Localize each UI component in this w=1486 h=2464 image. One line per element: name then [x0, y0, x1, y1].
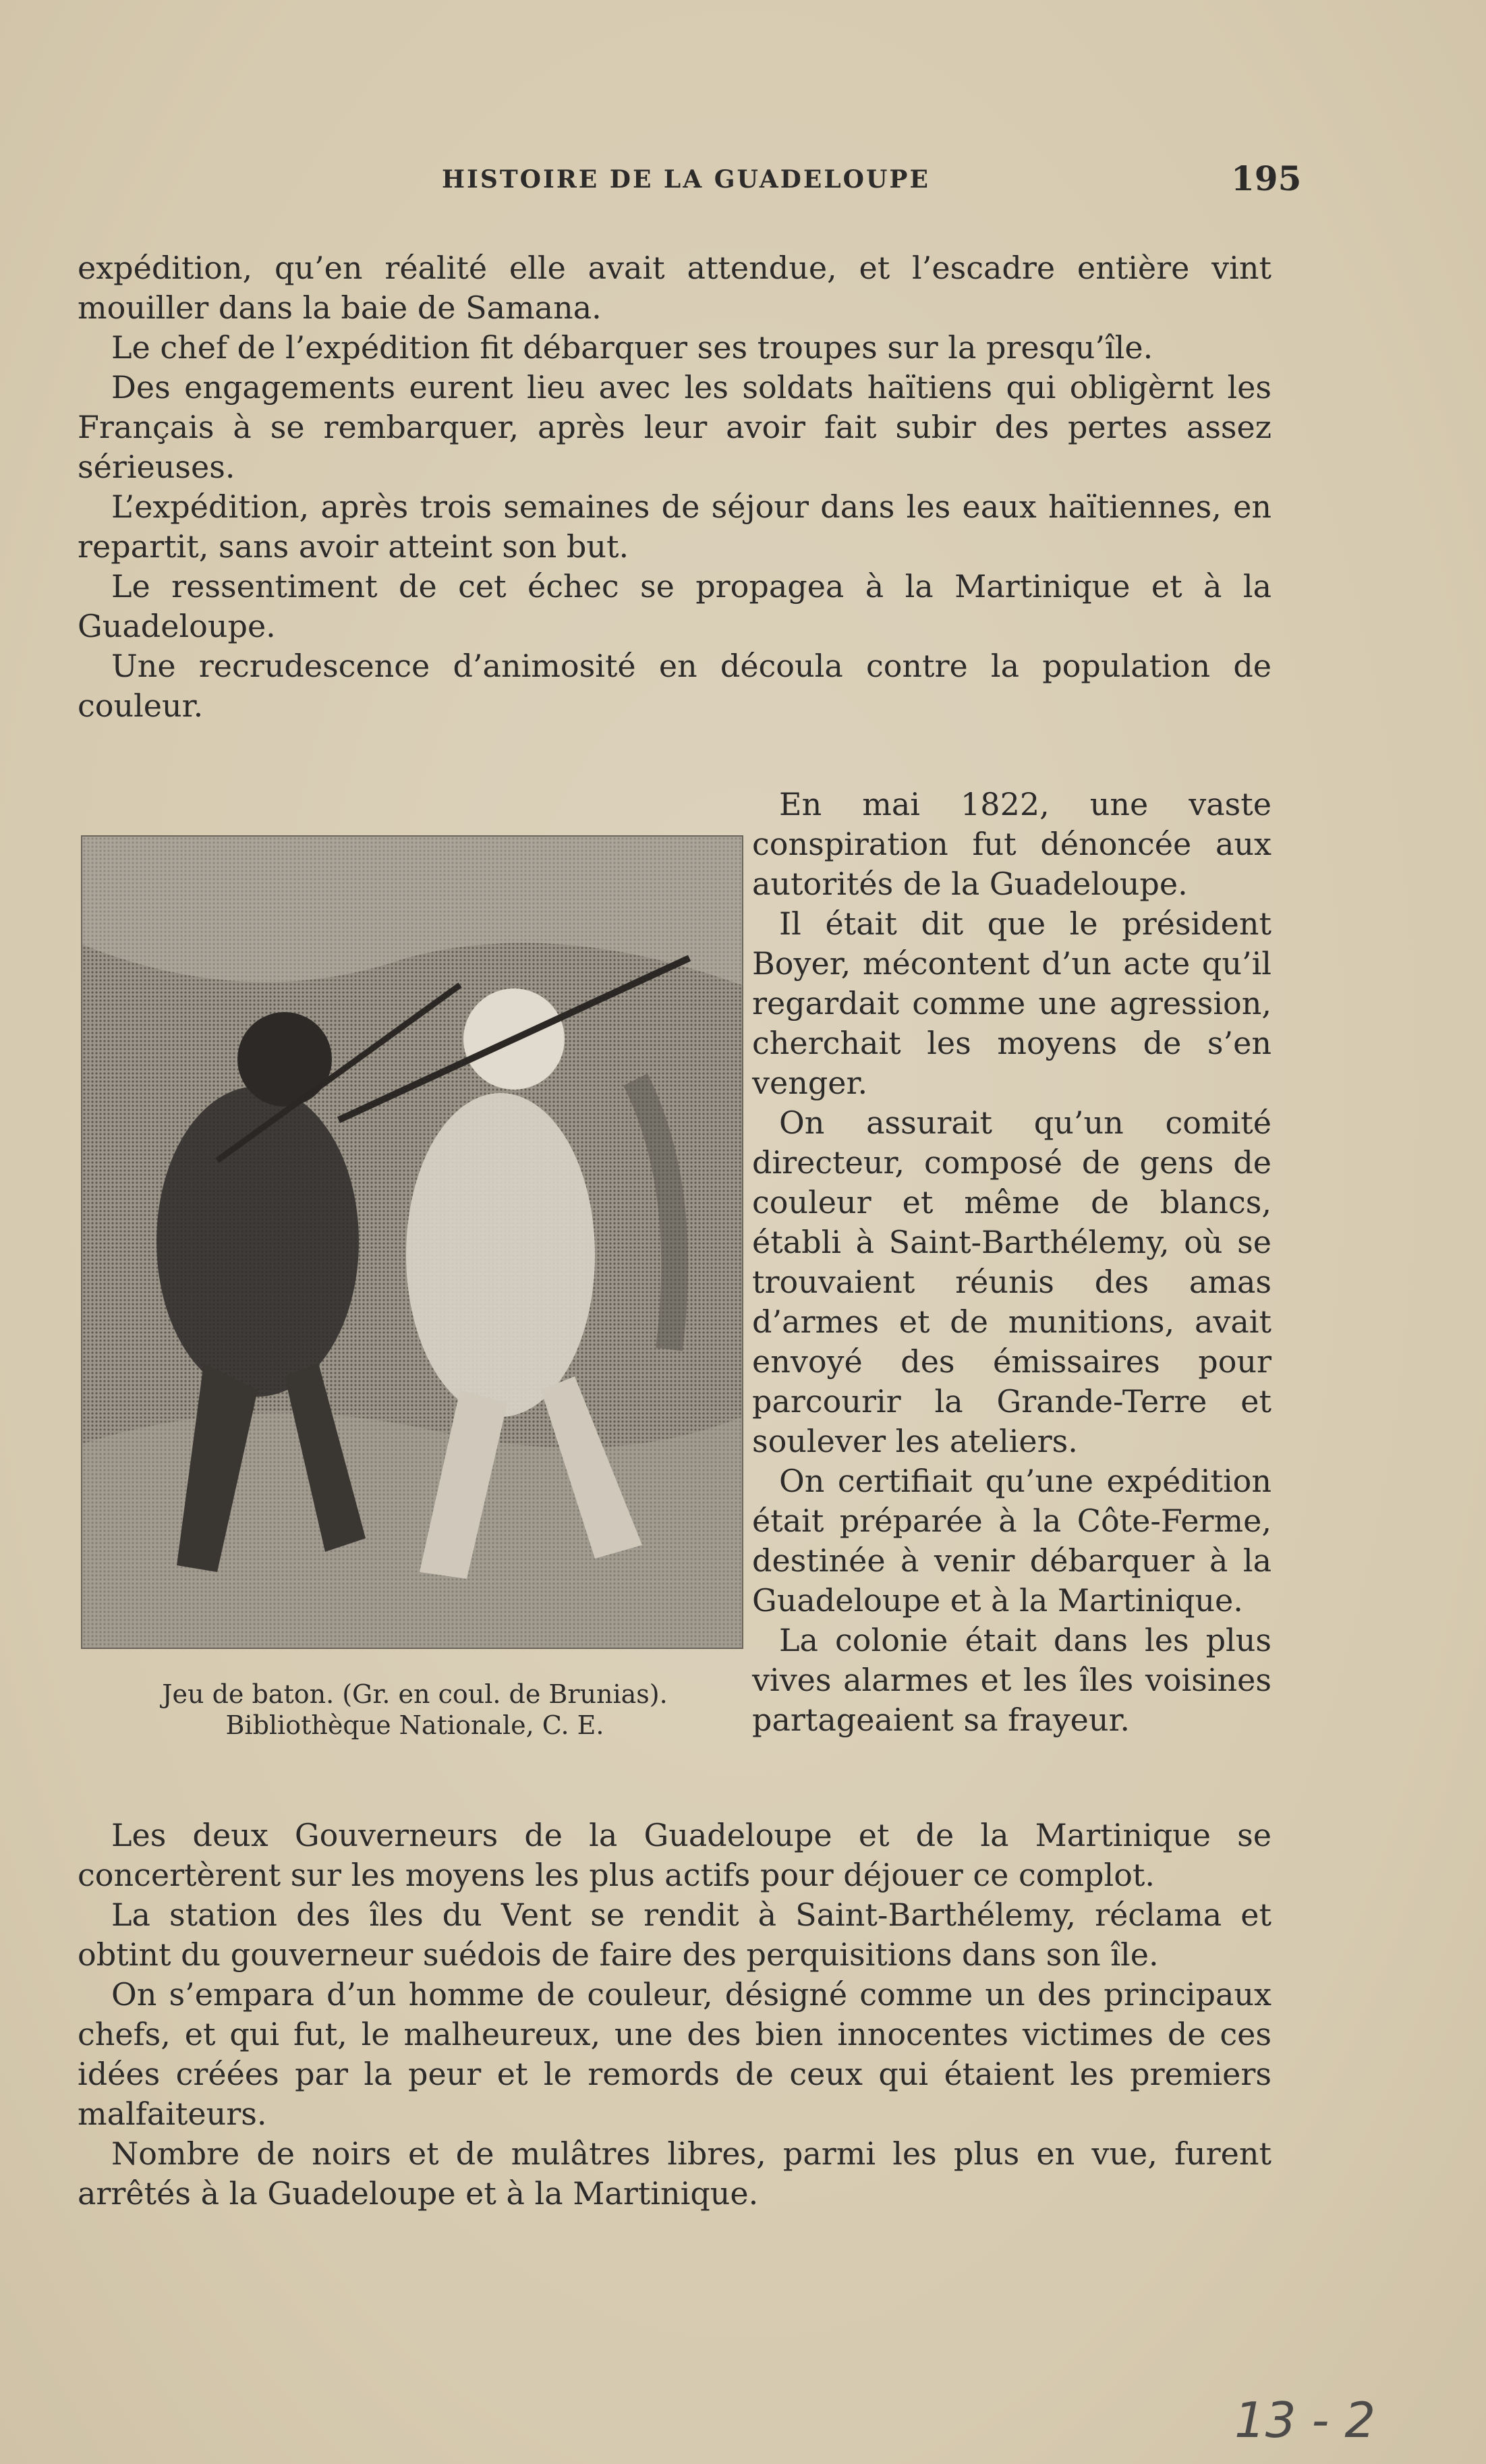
- paragraph: Nombre de noirs et de mulâtres libres, parmi les plus en vue, furent arrêtés à la Guadeloupe et à la Martinique.: [78, 2135, 1271, 2212]
- paragraph: La station des îles du Vent se rendit à Saint-Barthélemy, réclama et obtint du gouverneur suédois de faire des perquisitions dans son île.: [78, 1897, 1271, 1973]
- right-text-column: [752, 785, 1271, 1740]
- paragraph: Le chef de l’expédition fit débarquer ses troupes sur la presqu’île.: [111, 329, 1153, 366]
- pencil-annotation: 13 - 2: [1234, 2392, 1376, 2448]
- paragraph: L’expédition, après trois semaines de séjour dans les eaux haïtiennes, en repartit, sans avoir atteint son but.: [78, 488, 1271, 565]
- paragraph: La colonie était dans les plus vives alarmes et les îles voisines partageaient sa frayeur.: [752, 1622, 1271, 1738]
- bottom-text-block: [78, 1816, 1271, 2214]
- paragraph: On assurait qu’un comité directeur, composé de gens de couleur et même de blancs, établi à Saint-Barthélemy, où se trouvaient réunis des amas d’armes et de munitions, avait envoyé des émissaires pour parcourir la Grande-Terre et soulever les ateliers.: [752, 1104, 1271, 1459]
- paragraph: Il était dit que le président Boyer, mécontent d’un acte qu’il regardait comme une agression, cherchait les moyens de s’en venger.: [752, 905, 1271, 1101]
- paragraph: Le ressentiment de cet échec se propagea à la Martinique et à la Guadeloupe.: [78, 568, 1271, 644]
- paragraph: On s’empara d’un homme de couleur, désigné comme un des principaux chefs, et qui fut, le malheureux, une des bien innocentes victimes de ces idées créées par la peur et le remords de ceux qui étaient les premiers malfaiteurs.: [78, 1976, 1271, 2132]
- running-title: HISTOIRE DE LA GUADELOUPE: [442, 165, 930, 194]
- paragraph: Une recrudescence d’animosité en découla contre la population de couleur.: [78, 648, 1271, 724]
- top-text-block: [78, 248, 1271, 726]
- paragraph: Des engagements eurent lieu avec les soldats haïtiens qui obligèrnt les Français à se rembarquer, après leur avoir fait subir des pertes assez sérieuses.: [78, 369, 1271, 485]
- figure-caption: [91, 1679, 739, 1741]
- paragraph: expédition, qu’en réalité elle avait attendue, et l’escadre entière vint mouiller dans la baie de Samana.: [78, 250, 1271, 326]
- engraving-illustration: [81, 835, 743, 1649]
- caption-title: Jeu de baton. (Gr. en coul. de Brunias).: [162, 1679, 668, 1709]
- caption-source: Bibliothèque Nationale, C. E.: [225, 1710, 604, 1740]
- stick-fight-engraving: [82, 837, 742, 1648]
- paragraph: On certifiait qu’une expédition était préparée à la Côte-Ferme, destinée à venir débarquer à la Guadeloupe et à la Martinique.: [752, 1463, 1271, 1619]
- paragraph: En mai 1822, une vaste conspiration fut dénoncée aux autorités de la Guadeloupe.: [752, 786, 1271, 902]
- page-number: 195: [1231, 159, 1302, 198]
- paragraph: Les deux Gouverneurs de la Guadeloupe et de la Martinique se concertèrent sur les moyens les plus actifs pour déjouer ce complot.: [78, 1817, 1271, 1893]
